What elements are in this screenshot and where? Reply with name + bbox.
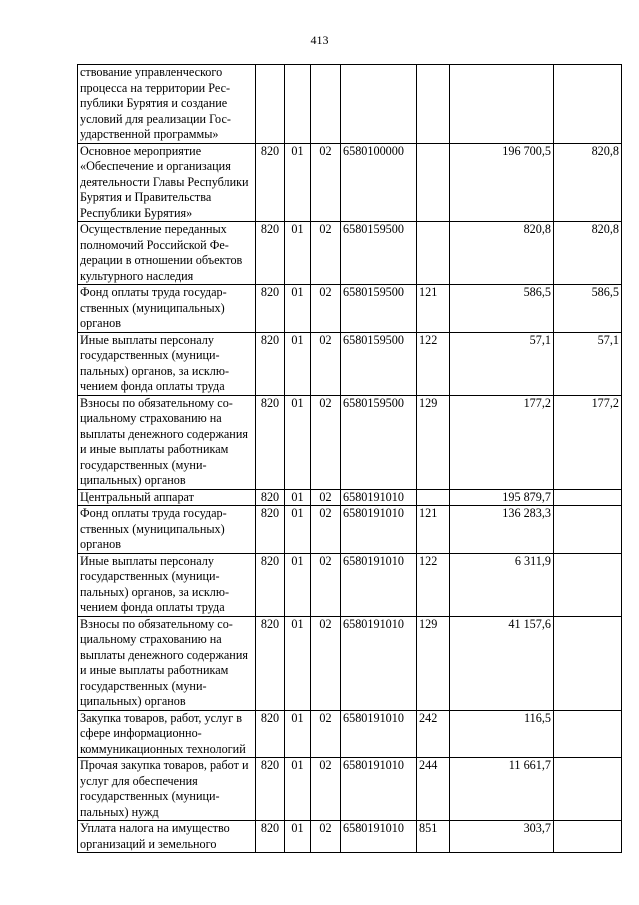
- amount-subvention-cell: 820,8: [554, 143, 622, 222]
- amount-subvention-cell: 820,8: [554, 222, 622, 285]
- subsection-code-cell: 02: [311, 758, 341, 821]
- expense-type-cell: 244: [417, 758, 450, 821]
- row-name-cell: Уплата налога на имущество организаций и земельного: [78, 821, 256, 853]
- target-article-cell: 6580191010: [341, 489, 417, 506]
- expense-type-cell: 129: [417, 395, 450, 489]
- target-article-cell: [341, 65, 417, 144]
- target-article-cell: 6580191010: [341, 553, 417, 616]
- expense-type-cell: [417, 222, 450, 285]
- expense-type-cell: [417, 489, 450, 506]
- amount-total-cell: 303,7: [450, 821, 554, 853]
- section-code-cell: 01: [285, 489, 311, 506]
- amount-total-cell: 136 283,3: [450, 506, 554, 554]
- target-article-cell: 6580100000: [341, 143, 417, 222]
- table-row: [78, 395, 622, 489]
- amount-total-cell: 196 700,5: [450, 143, 554, 222]
- section-code-cell: 01: [285, 285, 311, 333]
- subsection-code-cell: 02: [311, 821, 341, 853]
- section-code-cell: 01: [285, 710, 311, 758]
- amount-total-cell: 820,8: [450, 222, 554, 285]
- ministry-code-cell: 820: [256, 506, 285, 554]
- table-row: [78, 143, 622, 222]
- row-name-cell: Иные выплаты персоналу государственных (муниципальных) органов, за исключением фонда оплаты труда: [78, 553, 256, 616]
- row-name-cell: Иные выплаты персоналу государственных (муниципальных) органов, за исключением фонда оплаты труда: [78, 332, 256, 395]
- section-code-cell: 01: [285, 553, 311, 616]
- table-row: [78, 821, 622, 853]
- subsection-code-cell: 02: [311, 395, 341, 489]
- section-code-cell: 01: [285, 758, 311, 821]
- ministry-code-cell: 820: [256, 553, 285, 616]
- target-article-cell: 6580191010: [341, 710, 417, 758]
- row-name-cell: Взносы по обязательному социальному страхованию на выплаты денежного содержания и иные выплаты работникам государственных (муниципальных) органов: [78, 616, 256, 710]
- section-code-cell: 01: [285, 506, 311, 554]
- budget-table: [77, 64, 622, 853]
- row-name-cell: Основное мероприятие «Обеспечение и организация деятельности Главы Республики Бурятия и Правительства Республики Бурятия»: [78, 143, 256, 222]
- row-name-cell: ствование управленческого процесса на территории Республики Бурятия и создание условий для реализации Государственной программы»: [78, 65, 256, 144]
- amount-subvention-cell: [554, 553, 622, 616]
- ministry-code-cell: 820: [256, 821, 285, 853]
- row-name-cell: Взносы по обязательному социальному страхованию на выплаты денежного содержания и иные выплаты работникам государственных (муниципальных) органов: [78, 395, 256, 489]
- ministry-code-cell: [256, 65, 285, 144]
- section-code-cell: 01: [285, 222, 311, 285]
- section-code-cell: 01: [285, 143, 311, 222]
- target-article-cell: 6580159500: [341, 285, 417, 333]
- table-row: [78, 553, 622, 616]
- subsection-code-cell: 02: [311, 710, 341, 758]
- amount-total-cell: 116,5: [450, 710, 554, 758]
- amount-subvention-cell: 586,5: [554, 285, 622, 333]
- amount-subvention-cell: [554, 758, 622, 821]
- amount-total-cell: 41 157,6: [450, 616, 554, 710]
- subsection-code-cell: 02: [311, 553, 341, 616]
- amount-subvention-cell: 57,1: [554, 332, 622, 395]
- ministry-code-cell: 820: [256, 616, 285, 710]
- amount-total-cell: 586,5: [450, 285, 554, 333]
- section-code-cell: 01: [285, 332, 311, 395]
- table-row: [78, 758, 622, 821]
- subsection-code-cell: 02: [311, 285, 341, 333]
- amount-total-cell: 11 661,7: [450, 758, 554, 821]
- page-number: 413: [310, 33, 329, 47]
- amount-subvention-cell: 177,2: [554, 395, 622, 489]
- expense-type-cell: 121: [417, 285, 450, 333]
- amount-subvention-cell: [554, 489, 622, 506]
- amount-total-cell: 177,2: [450, 395, 554, 489]
- target-article-cell: 6580159500: [341, 222, 417, 285]
- amount-subvention-cell: [554, 821, 622, 853]
- expense-type-cell: [417, 143, 450, 222]
- amount-subvention-cell: [554, 506, 622, 554]
- ministry-code-cell: 820: [256, 710, 285, 758]
- expense-type-cell: 122: [417, 332, 450, 395]
- table-row: [78, 489, 622, 506]
- section-code-cell: 01: [285, 821, 311, 853]
- expense-type-cell: 851: [417, 821, 450, 853]
- amount-subvention-cell: [554, 65, 622, 144]
- table-row: [78, 285, 622, 333]
- table-row: [78, 616, 622, 710]
- expense-type-cell: 121: [417, 506, 450, 554]
- section-code-cell: 01: [285, 395, 311, 489]
- amount-subvention-cell: [554, 616, 622, 710]
- expense-type-cell: 122: [417, 553, 450, 616]
- budget-table-body: [78, 65, 622, 853]
- subsection-code-cell: 02: [311, 506, 341, 554]
- target-article-cell: 6580159500: [341, 395, 417, 489]
- subsection-code-cell: 02: [311, 143, 341, 222]
- amount-subvention-cell: [554, 710, 622, 758]
- row-name-cell: Закупка товаров, работ, услуг в сфере информационно-коммуникационных технологий: [78, 710, 256, 758]
- ministry-code-cell: 820: [256, 332, 285, 395]
- amount-total-cell: 195 879,7: [450, 489, 554, 506]
- ministry-code-cell: 820: [256, 395, 285, 489]
- ministry-code-cell: 820: [256, 143, 285, 222]
- target-article-cell: 6580159500: [341, 332, 417, 395]
- row-name-cell: Осуществление переданных полномочий Российской Федерации в отношении объектов культурного наследия: [78, 222, 256, 285]
- row-name-cell: Центральный аппарат: [78, 489, 256, 506]
- table-row: [78, 506, 622, 554]
- subsection-code-cell: [311, 65, 341, 144]
- target-article-cell: 6580191010: [341, 821, 417, 853]
- amount-total-cell: [450, 65, 554, 144]
- row-name-cell: Фонд оплаты труда государственных (муниципальных) органов: [78, 285, 256, 333]
- table-row: [78, 65, 622, 144]
- row-name-cell: Фонд оплаты труда государственных (муниципальных) органов: [78, 506, 256, 554]
- subsection-code-cell: 02: [311, 332, 341, 395]
- ministry-code-cell: 820: [256, 285, 285, 333]
- amount-total-cell: 6 311,9: [450, 553, 554, 616]
- subsection-code-cell: 02: [311, 616, 341, 710]
- row-name-cell: Прочая закупка товаров, работ и услуг для обеспечения государственных (муниципальных) нужд: [78, 758, 256, 821]
- ministry-code-cell: 820: [256, 758, 285, 821]
- target-article-cell: 6580191010: [341, 758, 417, 821]
- expense-type-cell: 129: [417, 616, 450, 710]
- subsection-code-cell: 02: [311, 489, 341, 506]
- expense-type-cell: 242: [417, 710, 450, 758]
- ministry-code-cell: 820: [256, 489, 285, 506]
- target-article-cell: 6580191010: [341, 506, 417, 554]
- subsection-code-cell: 02: [311, 222, 341, 285]
- section-code-cell: 01: [285, 616, 311, 710]
- table-row: [78, 332, 622, 395]
- ministry-code-cell: 820: [256, 222, 285, 285]
- expense-type-cell: [417, 65, 450, 144]
- section-code-cell: [285, 65, 311, 144]
- amount-total-cell: 57,1: [450, 332, 554, 395]
- table-row: [78, 710, 622, 758]
- table-row: [78, 222, 622, 285]
- target-article-cell: 6580191010: [341, 616, 417, 710]
